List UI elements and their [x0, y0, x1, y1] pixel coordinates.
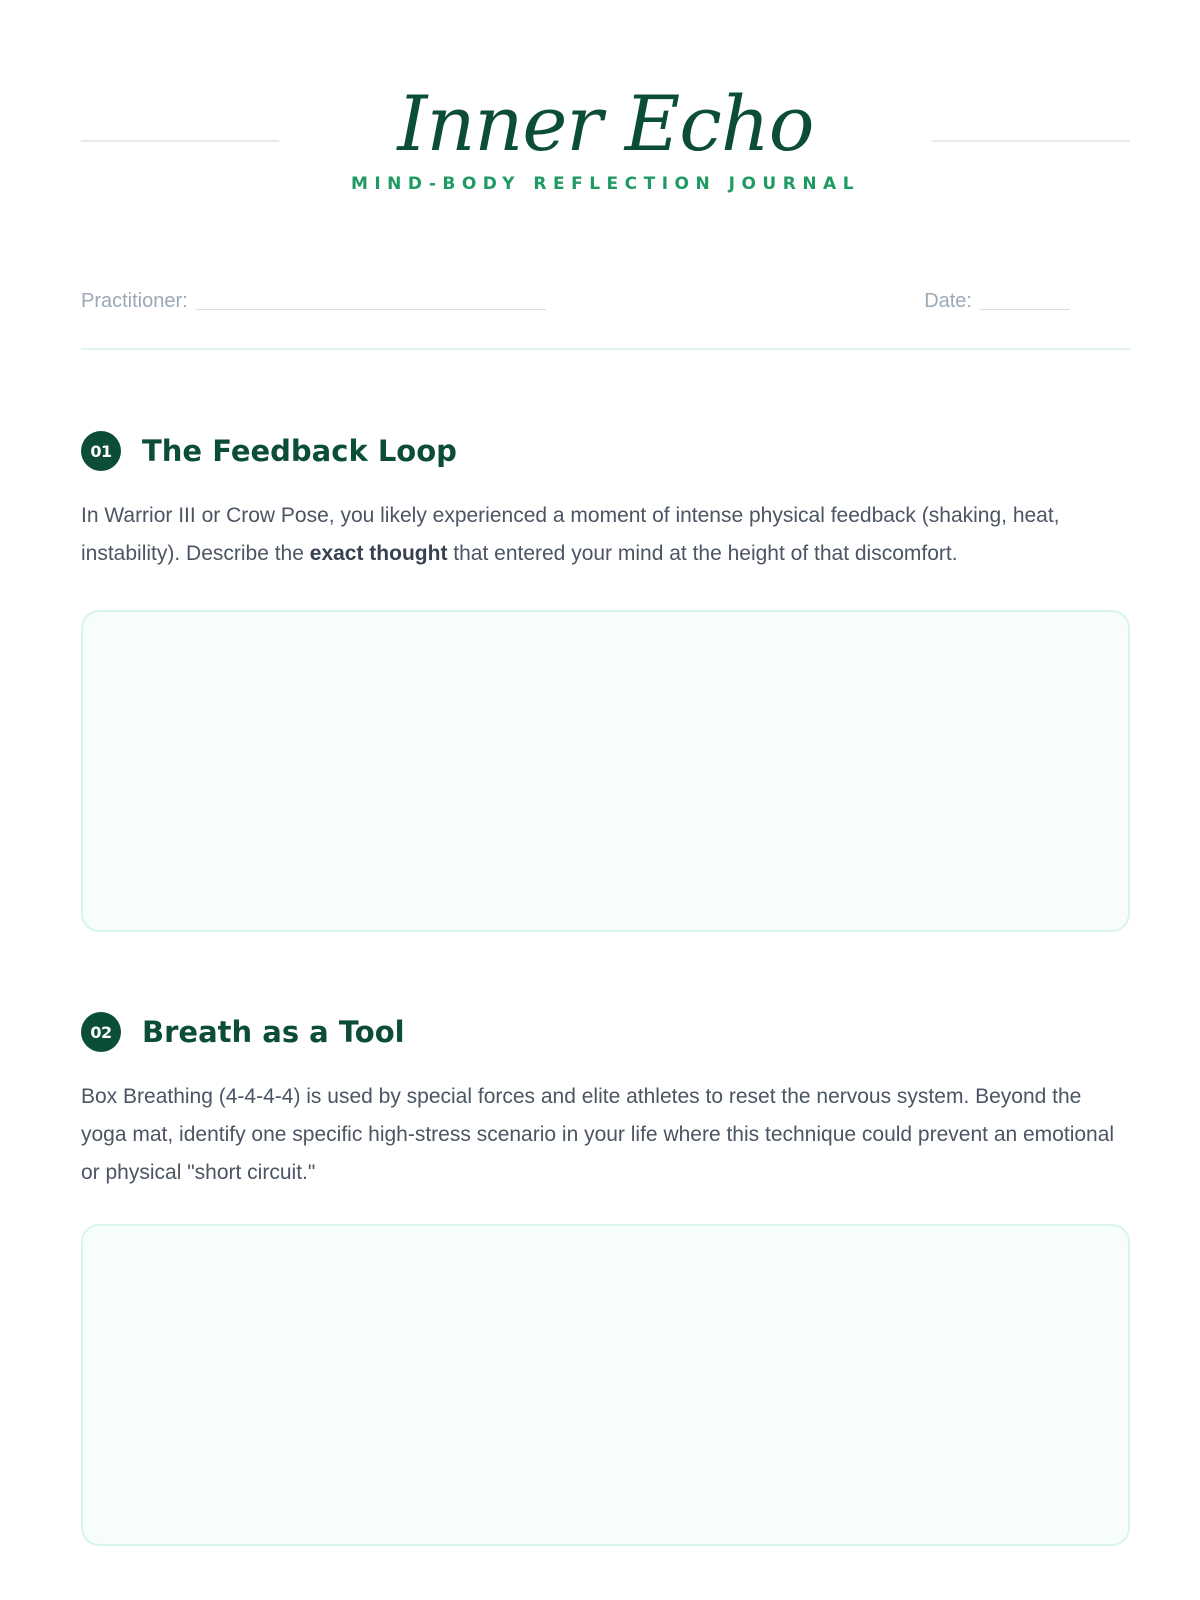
practitioner-label: Practitioner: [81, 290, 188, 312]
prompt-text: In Warrior III or Crow Pose, you likely experienced a moment of intense physical feedback (shaking, heat, instability). Describe the [81, 504, 1060, 565]
journal-header [81, 74, 1130, 214]
answer-box[interactable] [81, 610, 1130, 932]
journal-subtitle: MIND-BODY REFLECTION JOURNAL [350, 174, 861, 194]
journal-page [81, 0, 1130, 1600]
section-breath-as-a-tool [81, 1011, 1130, 1546]
section-number-badge: 01 [81, 431, 121, 471]
meta-fields [81, 284, 1130, 350]
section-heading [81, 1011, 1130, 1053]
section-prompt: Box Breathing (4-4-4-4) is used by special forces and elite athletes to reset the nervous system. Beyond the yoga mat, identify one specific high-stress scenario in your life where this technique could prevent an emotional or physical "short circuit." [81, 1085, 1115, 1184]
date-label: Date: [924, 290, 972, 312]
section-prompt [81, 497, 1130, 573]
section-feedback-loop [81, 430, 1130, 932]
section-title: The Feedback Loop [142, 434, 457, 468]
answer-box[interactable] [81, 1224, 1130, 1546]
section-heading [81, 430, 1130, 472]
journal-title: Inner Echo [397, 79, 814, 168]
section-title: Breath as a Tool [142, 1015, 405, 1049]
date-field[interactable] [924, 290, 1070, 313]
practitioner-input-line[interactable] [196, 309, 546, 310]
section-number-badge: 02 [81, 1012, 121, 1052]
prompt-text-end: that entered your mind at the height of that discomfort. [447, 542, 958, 565]
practitioner-field[interactable] [81, 290, 546, 313]
date-input-line[interactable] [980, 309, 1070, 310]
prompt-emphasis: exact thought [309, 542, 448, 565]
